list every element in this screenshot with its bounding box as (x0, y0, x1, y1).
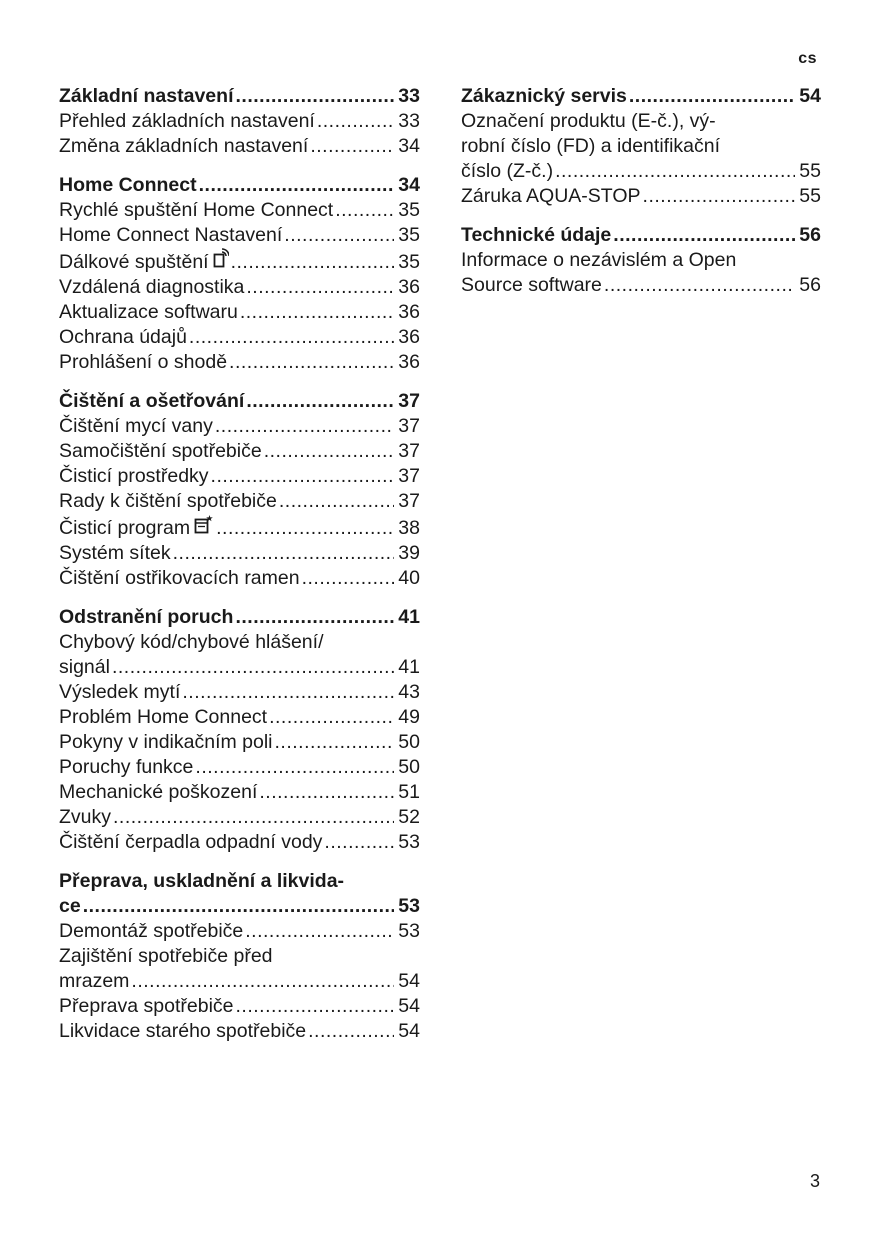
dot-leader (246, 389, 394, 414)
toc-entry[interactable] (59, 994, 420, 1019)
page-number: 3 (809, 1171, 820, 1191)
section-heading[interactable] (59, 173, 420, 198)
page-ref: 39 (398, 542, 420, 564)
toc-entry[interactable] (59, 350, 420, 375)
toc-entry[interactable] (59, 755, 420, 780)
dot-leader (173, 541, 395, 566)
toc-entry[interactable] (59, 275, 420, 300)
toc-section (59, 84, 420, 159)
dot-leader (269, 705, 394, 730)
toc-entry-label: Čištění mycí vany (59, 415, 213, 437)
toc-column-left (59, 84, 420, 1058)
toc-entry-label: Source software (461, 274, 602, 296)
toc-entry-label: Čisticí program (59, 517, 191, 539)
page-ref: 38 (398, 517, 420, 539)
toc-entry-label: Změna základních nastavení (59, 135, 309, 157)
page-ref: 53 (398, 831, 420, 853)
toc-entry-label: Prohlášení o shodě (59, 351, 228, 373)
page-ref: 37 (398, 440, 420, 462)
toc-entry-label: číslo (Z-č.) (461, 160, 554, 182)
toc-entry[interactable] (59, 223, 420, 248)
page-ref: 43 (398, 681, 420, 703)
section-heading-label: ce (59, 895, 81, 917)
section-heading[interactable] (461, 223, 821, 248)
toc-entry[interactable] (59, 1019, 420, 1044)
page-ref: 35 (398, 224, 420, 246)
page-ref: 36 (398, 301, 420, 323)
toc-entry[interactable] (59, 439, 420, 464)
toc-entry-label: Výsledek mytí (59, 681, 181, 703)
page-ref: 55 (799, 160, 821, 182)
dot-leader (284, 223, 394, 248)
page-ref: 37 (398, 415, 420, 437)
dot-leader (229, 350, 394, 375)
dot-leader (245, 919, 394, 944)
page-ref: 33 (398, 110, 420, 132)
toc-entry[interactable] (59, 541, 420, 566)
dot-leader (113, 805, 394, 830)
dot-leader (555, 159, 795, 184)
toc-entry-label: Rychlé spuštění Home Connect (59, 199, 334, 221)
toc-entry[interactable] (59, 248, 420, 275)
dot-leader (308, 1019, 394, 1044)
toc-entry[interactable] (59, 134, 420, 159)
dot-leader (629, 84, 795, 109)
toc-entry-label: Pokyny v indikačním poli (59, 731, 273, 753)
toc-entry-label: Aktualizace softwaru (59, 301, 238, 323)
toc-entry-label: Samočištění spotřebiče (59, 440, 262, 462)
page-ref: 54 (398, 970, 420, 992)
page-ref: 50 (398, 756, 420, 778)
page-ref: 41 (398, 656, 420, 678)
page-ref: 52 (398, 806, 420, 828)
page-ref: 37 (398, 465, 420, 487)
toc-entry[interactable] (59, 566, 420, 591)
dot-leader (240, 300, 394, 325)
toc-entry-label: Mechanické poškození (59, 781, 258, 803)
page-ref: 35 (398, 199, 420, 221)
toc-entry-line: Zajištění spotřebiče před (59, 945, 273, 967)
dot-leader (189, 325, 394, 350)
page-ref: 34 (398, 174, 420, 196)
toc-entry[interactable] (461, 273, 821, 298)
toc-entry[interactable] (59, 969, 420, 994)
language-code: cs (798, 50, 817, 67)
page-ref: 54 (398, 995, 420, 1017)
page-ref: 35 (398, 251, 420, 273)
dot-leader (231, 250, 395, 275)
dot-leader (112, 655, 394, 680)
page-ref: 34 (398, 135, 420, 157)
toc-entry-line: Označení produktu (E-č.), vý- (461, 110, 716, 132)
dot-leader (211, 464, 395, 489)
toc-entry[interactable] (461, 184, 821, 209)
dot-leader (83, 894, 395, 919)
toc-section (59, 869, 420, 1044)
dot-leader (310, 134, 394, 159)
section-heading[interactable] (59, 389, 420, 414)
section-heading-label: Home Connect (59, 174, 197, 196)
dot-leader (215, 414, 394, 439)
toc-entry-label: Vzdálená diagnostika (59, 276, 245, 298)
page-ref: 54 (398, 1020, 420, 1042)
toc-entry-label: Přeprava spotřebiče (59, 995, 234, 1017)
toc-entry-label: Čištění čerpadla odpadní vody (59, 831, 323, 853)
toc-entry-label: Problém Home Connect (59, 706, 268, 728)
page-ref: 37 (398, 390, 420, 412)
section-heading[interactable] (59, 84, 420, 109)
toc-entry-line: Chybový kód/chybové hlášení/ (59, 631, 324, 653)
toc-section (59, 605, 420, 855)
toc-entry-label: Rady k čištění spotřebiče (59, 490, 277, 512)
toc-entry-label: Systém sítek (59, 542, 171, 564)
dot-leader (236, 994, 395, 1019)
dot-leader (275, 730, 395, 755)
section-heading[interactable] (461, 84, 821, 109)
toc-section (461, 223, 821, 298)
page-ref: 51 (398, 781, 420, 803)
page-ref: 53 (398, 895, 420, 917)
dot-leader (259, 780, 394, 805)
page-ref: 53 (398, 920, 420, 942)
dot-leader (235, 84, 394, 109)
toc-entry-label: Ochrana údajů (59, 326, 187, 348)
section-heading-label: Technické údaje (461, 224, 612, 246)
toc-entry-line: robní číslo (FD) a identifikační (461, 135, 721, 157)
toc-entry-label: mrazem (59, 970, 130, 992)
toc-column-right (461, 84, 821, 312)
toc-entry-label: Dálkové spuštění (59, 251, 209, 273)
dot-leader (324, 830, 394, 855)
toc-entry[interactable] (59, 780, 420, 805)
dot-leader (246, 275, 394, 300)
toc-entry[interactable] (59, 830, 420, 855)
page-ref: 36 (398, 276, 420, 298)
page-ref: 50 (398, 731, 420, 753)
section-heading-label: Zákaznický servis (461, 85, 627, 107)
dot-leader (182, 680, 394, 705)
toc-entry-label: signál (59, 656, 110, 678)
toc-entry[interactable] (59, 680, 420, 705)
page-ref: 56 (799, 224, 821, 246)
page-ref: 55 (799, 185, 821, 207)
page-ref: 36 (398, 351, 420, 373)
section-heading-label: Čištění a ošetřování (59, 390, 245, 412)
dot-leader (235, 605, 394, 630)
toc-entry-line: Informace o nezávislém a Open (461, 249, 737, 271)
toc-entry-label: Záruka AQUA-STOP (461, 185, 641, 207)
page-ref: 54 (799, 85, 821, 107)
dot-leader (317, 109, 394, 134)
remote-start-icon (213, 248, 229, 268)
dot-leader (131, 969, 394, 994)
page-ref: 37 (398, 490, 420, 512)
section-heading[interactable] (59, 894, 420, 919)
dot-leader (199, 173, 395, 198)
page-ref: 56 (799, 274, 821, 296)
toc-entry[interactable] (59, 300, 420, 325)
dot-leader (604, 273, 795, 298)
toc-entry[interactable] (59, 705, 420, 730)
toc-entry[interactable] (59, 325, 420, 350)
page-ref: 40 (398, 567, 420, 589)
machine-care-icon (194, 514, 214, 534)
dot-leader (643, 184, 796, 209)
section-heading-label: Základní nastavení (59, 85, 234, 107)
page-ref: 36 (398, 326, 420, 348)
page-ref: 49 (398, 706, 420, 728)
section-heading[interactable] (59, 605, 420, 630)
toc-entry[interactable] (59, 109, 420, 134)
toc-entry[interactable] (59, 489, 420, 514)
toc-entry[interactable] (59, 655, 420, 680)
toc-section (59, 173, 420, 375)
toc-entry[interactable] (59, 198, 420, 223)
dot-leader (335, 198, 394, 223)
toc-entry[interactable] (59, 730, 420, 755)
toc-entry[interactable] (461, 159, 821, 184)
toc-entry-label: Poruchy funkce (59, 756, 194, 778)
toc-entry-label: Likvidace starého spotřebiče (59, 1020, 307, 1042)
dot-leader (216, 516, 394, 541)
section-heading-label: Odstranění poruch (59, 606, 234, 628)
toc-entry-label: Čištění ostřikovacích ramen (59, 567, 300, 589)
section-heading-line: Přeprava, uskladnění a likvida- (59, 870, 345, 892)
toc-entry[interactable] (59, 514, 420, 541)
toc-section (461, 84, 821, 209)
page-ref: 41 (398, 606, 420, 628)
toc-entry[interactable] (59, 414, 420, 439)
toc-entry[interactable] (59, 919, 420, 944)
dot-leader (195, 755, 394, 780)
dot-leader (302, 566, 395, 591)
toc-entry-label: Čisticí prostředky (59, 465, 209, 487)
toc-entry[interactable] (59, 805, 420, 830)
toc-entry-label: Demontáž spotřebiče (59, 920, 244, 942)
toc-entry-label: Přehled základních nastavení (59, 110, 315, 132)
toc-entry[interactable] (59, 464, 420, 489)
dot-leader (613, 223, 795, 248)
toc-entry-label: Zvuky (59, 806, 112, 828)
toc-section (59, 389, 420, 591)
dot-leader (264, 439, 395, 464)
dot-leader (279, 489, 394, 514)
toc-entry-label: Home Connect Nastavení (59, 224, 283, 246)
page-ref: 33 (398, 85, 420, 107)
